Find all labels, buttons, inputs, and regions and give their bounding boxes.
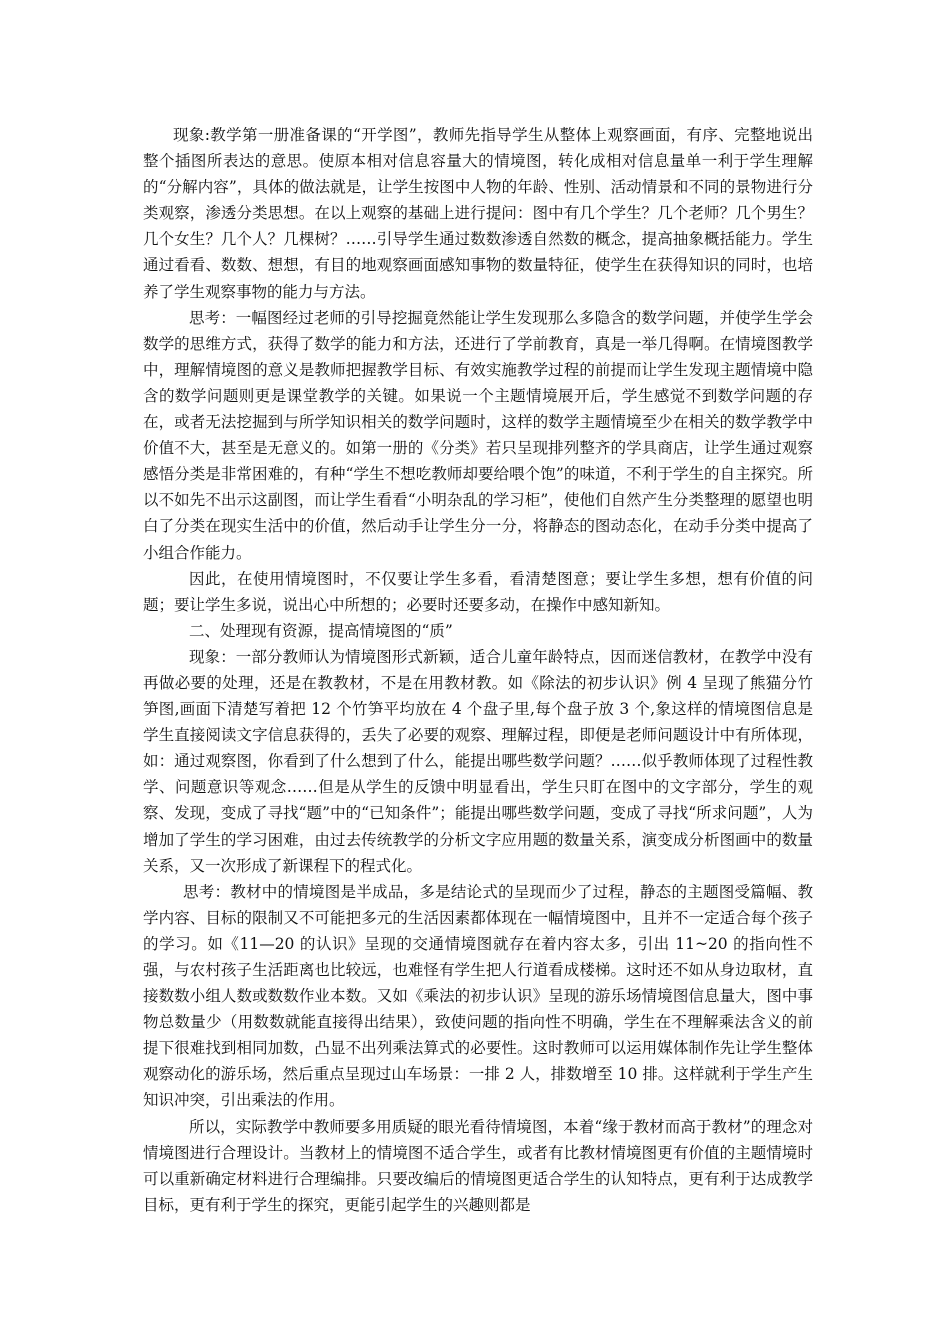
paragraph-reflection-1: 思考：一幅图经过老师的引导挖掘竟然能让学生发现那么多隐含的数学问题，并使学生学会数学的思维方式，获得了数学的能力和方法，还进行了学前教育，真是一举几得啊。在情境图教学中，理解情境图的意义是教师把握教学目标、有效实施教学过程的前提而让学生发现主题情境中隐含的数学问题则更是课堂教学的关键。如果说一个主题情境展开后，学生感觉不到数学问题的存在，或者无法挖掘到与所学知识相关的数学问题时，这样的数学主题情境至少在相关的数学教学中价值不大，甚至是无意义的。如第一册的《分类》若只呈现排列整齐的学具商店，让学生通过观察感悟分类是非常困难的，有种“学生不想吃教师却要给喂个饱”的味道，不利于学生的自主探究。所以不如先不出示这副图，而让学生看看“小明杂乱的学习柜”，使他们自然产生分类整理的愿望也明白了分类在现实生活中的价值，然后动手让学生分一分，将静态的图动态化，在动手分类中提高了小组合作能力。 [143,308,813,562]
paragraph-conclusion-1: 因此，在使用情境图时，不仅要让学生多看，看清楚图意；要让学生多想，想有价值的问题；要让学生多说，说出心中所想的；必要时还要多动，在操作中感知新知。 [143,569,813,614]
paragraph-phenomenon-2: 现象：一部分教师认为情境图形式新颖，适合儿童年龄特点，因而迷信教材，在教学中没有再做必要的处理，还是在教教材，不是在用教材教。如《除法的初步认识》例 4 呈现了熊猫分竹笋图,画面下清楚写着把 12 个竹笋平均放在 4 个盘子里,每个盘子放 3 个,象这样的情境图信息是学生直接阅读文字信息获得的，丢失了必要的观察、理解过程，即便是老师问题设计中有所体现，如：通过观察图，你看到了什么想到了什么，能提出哪些数学问题？……似乎教师体现了过程性教学、问题意识等观念……但是从学生的反馈中明显看出，学生只盯在图中的文字部分，学生的观察、发现，变成了寻找“题”中的“已知条件”；能提出哪些数学问题，变成了寻找“所求问题”，人为增加了学生的学习困难，由过去传统教学的分析文字应用题的数量关系，演变成分析图画中的数量关系，又一次形成了新课程下的程式化。 [143,647,813,875]
document-page [143,122,813,1218]
section-heading-2: 二、处理现有资源，提高情境图的“质” [189,621,453,640]
paragraph-reflection-2: 思考：教材中的情境图是半成品，多是结论式的呈现而少了过程，静态的主题图受篇幅、教学内容、目标的限制又不可能把多元的生活因素都体现在一幅情境图中，且并不一定适合每个孩子的学习。如《11—20 的认识》呈现的交通情境图就存在着内容太多，引出 11~20 的指向性不强，与农村孩子生活距离也比较远，也难怪有学生把人行道看成楼梯。这时还不如从身边取材，直接数数小组人数或数数作业本数。又如《乘法的初步认识》呈现的游乐场情境图信息量大，图中事物总数量少（用数数就能直接得出结果），致使问题的指向性不明确，学生在不理解乘法含义的前提下很难找到相同加数，凸显不出列乘法算式的必要性。这时教师可以运用媒体制作先让学生整体观察动化的游乐场，然后重点呈现过山车场景：一排 2 人，排数增至 10 排。这样就利于学生产生知识冲突，引出乘法的作用。 [143,882,813,1110]
paragraph-phenomenon-1: 现象:教学第一册准备课的“开学图”，教师先指导学生从整体上观察画面，有序、完整地说出整个插图所表达的意思。使原本相对信息容量大的情境图，转化成相对信息量单一利于学生理解的“分解内容”，具体的做法就是，让学生按图中人物的年龄、性别、活动情景和不同的景物进行分类观察，渗透分类思想。在以上观察的基础上进行提问：图中有几个学生？几个老师？几个男生？几个女生？几个人？几棵树？……引导学生通过数数渗透自然数的概念，提高抽象概括能力。学生通过看看、数数、想想，有目的地观察画面感知事物的数量特征，使学生在获得知识的同时，也培养了学生观察事物的能力与方法。 [143,126,813,301]
paragraph-conclusion-2: 所以，实际教学中教师要多用质疑的眼光看待情境图，本着“缘于教材而高于教材”的理念对情境图进行合理设计。当教材上的情境图不适合学生，或者有比教材情境图更有价值的主题情境时可以重新确定材料进行合理编排。只要改编后的情境图更适合学生的认知特点，更有利于达成教学目标，更有利于学生的探究，更能引起学生的兴趣则都是 [143,1117,813,1214]
